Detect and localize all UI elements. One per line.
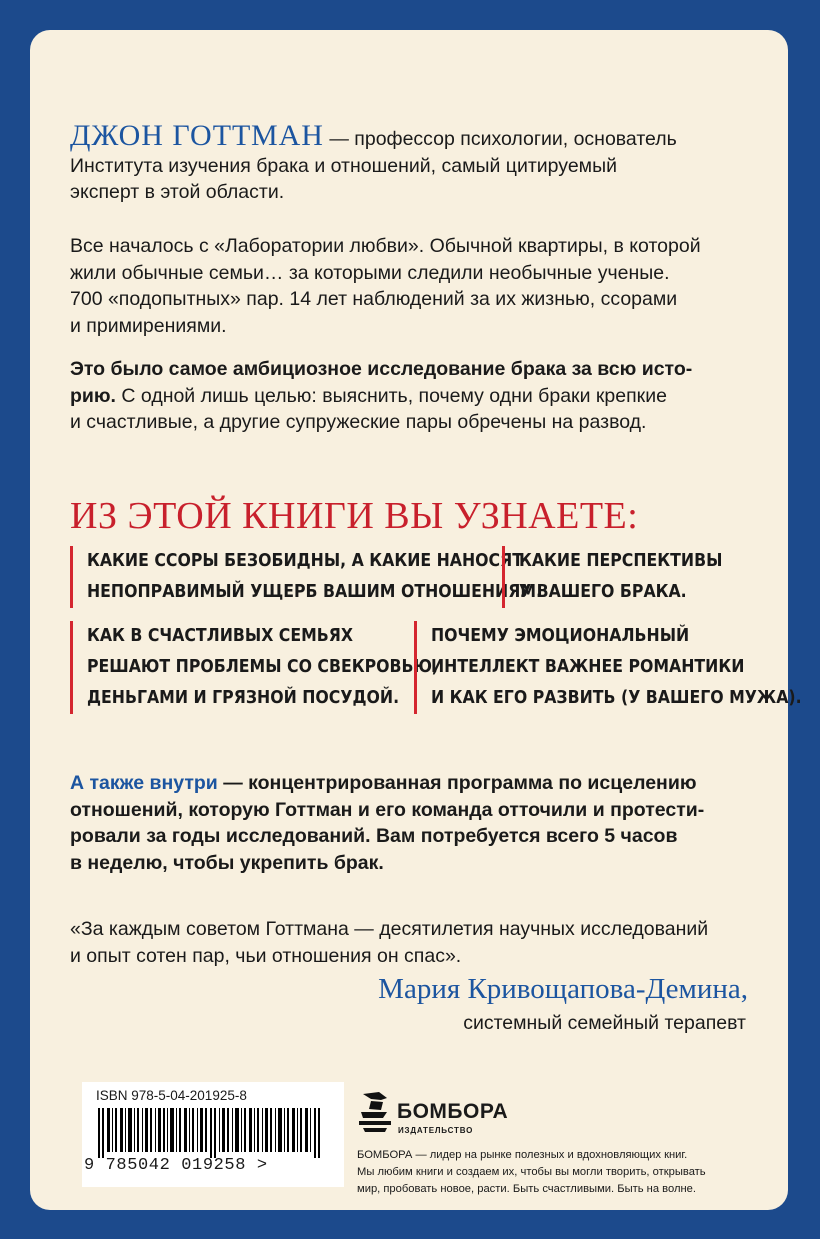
learn-item-2: КАКИЕ ПЕРСПЕКТИВЫ У ВАШЕГО БРАКА. [502,546,722,608]
also-inside-paragraph: А также внутри — концентрированная программа по исцелению отношений, которую Готтман и его команда отточили и протести- ровали за годы исследований. Вам потребуется всего 5 часов в неделю, чтобы укрепить брак. [70,772,705,874]
learn-item-4: ПОЧЕМУ ЭМОЦИОНАЛЬНЫЙ ИНТЕЛЛЕКТ ВАЖНЕЕ РОМАНТИКИ И КАК ЕГО РАЗВИТЬ (У ВАШЕГО МУЖА). [414,621,802,714]
isbn-label: ISBN 978-5-04-201925-8 [96,1088,247,1103]
also-inside-lead: А также внутри [70,772,218,794]
barcode-icon [98,1108,330,1158]
learn-item-3: КАК В СЧАСТЛИВЫХ СЕМЬЯХ РЕШАЮТ ПРОБЛЕМЫ СО СВЕКРОВЬЮ, ДЕНЬГАМИ И ГРЯЗНОЙ ПОСУДОЙ. [70,621,438,714]
author-name: ДЖОН ГОТТМАН [70,119,324,152]
publisher-name: БОМБОРА [397,1100,509,1123]
research-paragraph: Это было самое амбициозное исследование брака за всю исто- рию. С одной лишь целью: выяснить, почему одни браки крепкие и счастливые, а другие супружеские пары обречены на развод. [70,358,693,433]
publisher-subtitle: ИЗДАТЕЛЬСТВО [398,1126,474,1135]
bombora-logo-icon [357,1090,395,1136]
learn-item-1: КАКИЕ ССОРЫ БЕЗОБИДНЫ, А КАКИЕ НАНОСЯТ НЕПОПРАВИМЫЙ УЩЕРБ ВАШИМ ОТНОШЕНИЯМ. [70,546,542,608]
quote-author-role: системный семейный терапевт [463,1012,746,1034]
lab-paragraph: Все началось с «Лаборатории любви». Обычной квартиры, в которой жили обычные семьи… за которыми следили необычные ученые. 700 «подопытных» пар. 14 лет наблюдений за их жизнью, ссорами и примирениями. [70,235,701,337]
learn-title: ИЗ ЭТОЙ КНИГИ ВЫ УЗНАЕТЕ: [70,495,639,537]
isbn-barcode [82,1082,344,1187]
intro-paragraph: ДЖОН ГОТТМАН — профессор психологии, основатель Института изучения брака и отношений, самый цитируемый эксперт в этой области. [70,119,677,203]
barcode-digits: 9 785042 019258 > [84,1156,268,1175]
quote: «За каждым советом Готтмана — десятилетия научных исследований и опыт сотен пар, чьи отношения он спас». [70,918,709,967]
publisher-description: БОМБОРА — лидер на рынке полезных и вдохновляющих книг. Мы любим книги и создаем их, чтобы вы могли творить, открывать мир, пробовать новое, расти. Быть счастливыми. Быть на волне. [357,1149,706,1195]
quote-author: Мария Кривощапова-Демина, [378,973,748,1005]
